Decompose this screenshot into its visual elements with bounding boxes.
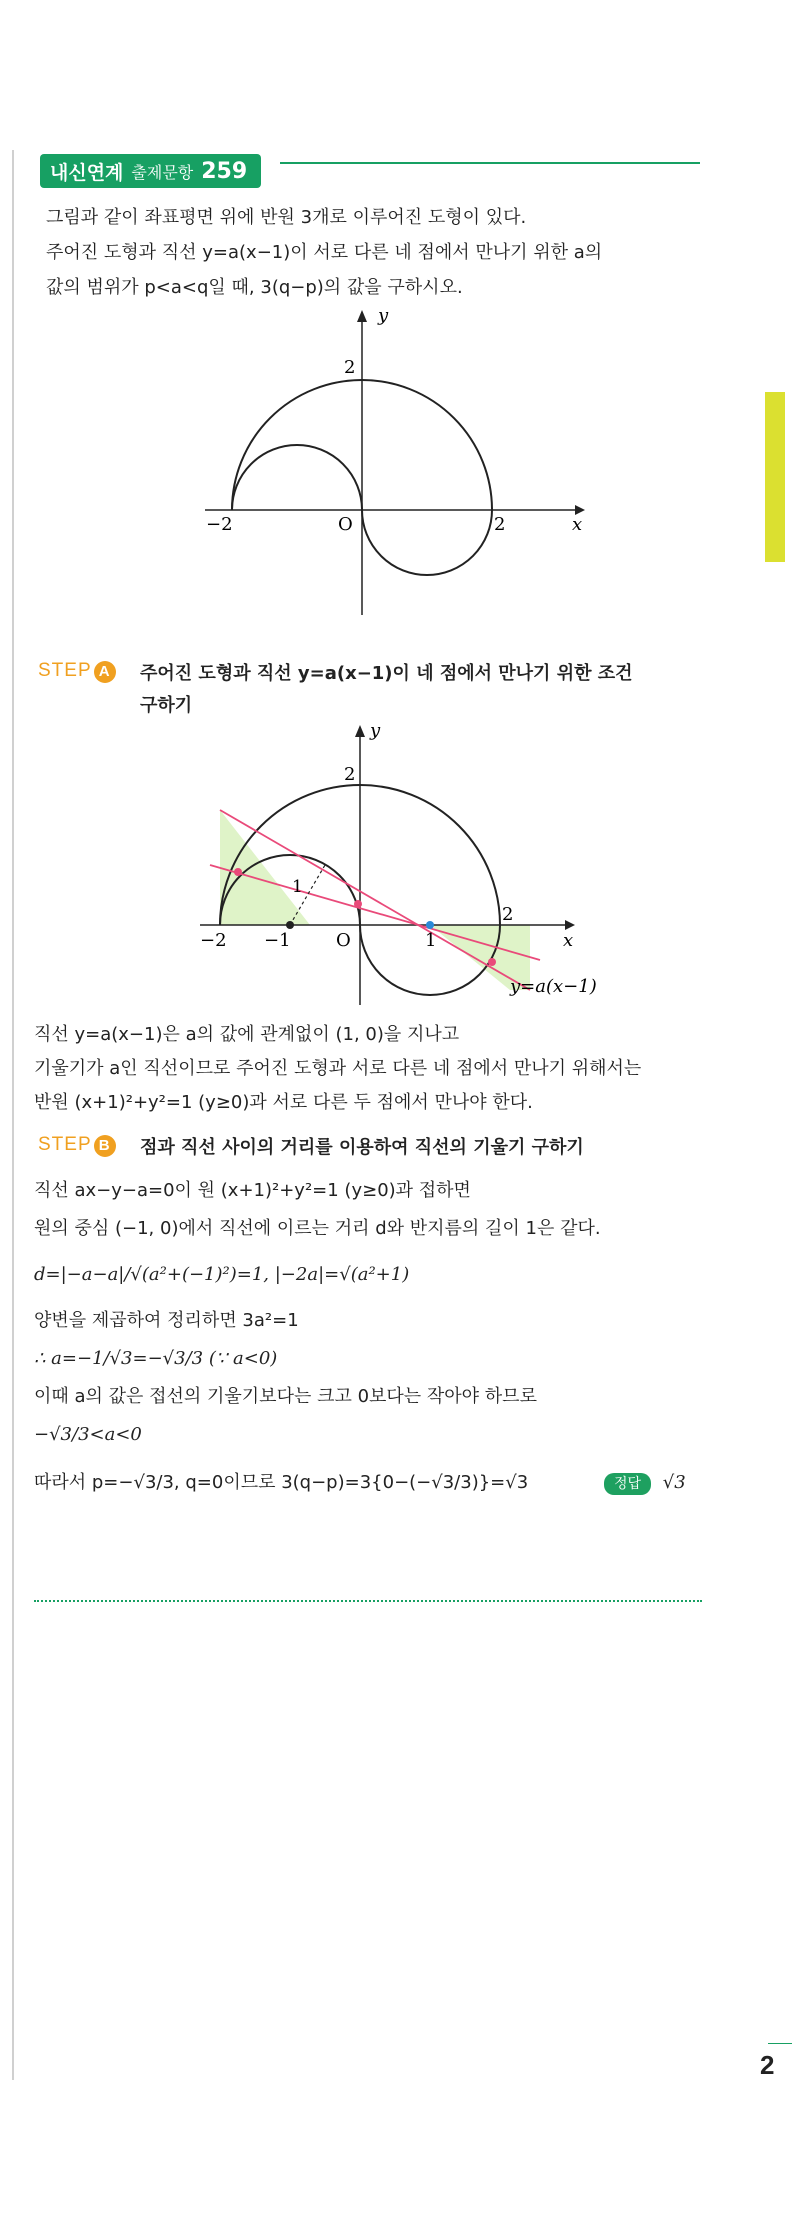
origin-label-2: O — [336, 930, 351, 951]
step-a-body-line2: 기울기가 a인 직선이므로 주어진 도형과 서로 다른 네 점에서 만나기 위해서는 — [34, 1058, 642, 1079]
step-a-letter: A — [94, 661, 116, 683]
intersection-point-1 — [234, 868, 242, 876]
step-a-body-line1: 직선 y=a(x−1)은 a의 값에 관계없이 (1, 0)을 지나고 — [34, 1024, 460, 1045]
tick-neg2: −2 — [206, 514, 233, 535]
x-axis-label-2: x — [563, 930, 574, 951]
problem-line-2: 주어진 도형과 직선 y=a(x−1)이 서로 다른 네 점에서 만나기 위한 a의 — [46, 242, 603, 263]
small-upper-semicircle — [232, 445, 362, 510]
tick-neg1: −1 — [264, 930, 291, 951]
header-badge-sub: 출제문항 — [131, 162, 194, 182]
problem-line-3: 값의 범위가 p<a<q일 때, 3(q−p)의 값을 구하시오. — [46, 277, 463, 298]
origin-label: O — [338, 514, 353, 535]
slope-range: −√3/3<a<0 — [34, 1424, 142, 1445]
tick-1: 1 — [425, 930, 437, 951]
y-axis-label-2: y — [370, 720, 381, 741]
side-index-tab — [765, 392, 785, 562]
tick-y2: 2 — [344, 357, 356, 378]
step-b-body-line4: 양변을 제곱하여 정리하면 3a²=1 — [34, 1310, 299, 1331]
distance-formula: d=|−a−a|/√(a²+(−1)²)=1, |−2a|=√(a²+1) — [34, 1264, 410, 1285]
circle-center — [286, 921, 294, 929]
step-b-title: 점과 직선 사이의 거리를 이용하여 직선의 기울기 구하기 — [140, 1137, 584, 1158]
tick-2-2: 2 — [502, 904, 514, 925]
step-b-word: STEP — [38, 1134, 92, 1155]
y-axis-arrow — [357, 310, 367, 322]
step-a-title — [140, 658, 700, 722]
page-number: 2 — [760, 2050, 775, 2080]
x-axis-label: x — [572, 514, 583, 535]
header-rule — [280, 162, 700, 164]
step-a-title-line1: 주어진 도형과 직선 y=a(x−1)이 네 점에서 만나기 위한 조건 — [140, 663, 633, 684]
step-b-label — [38, 1134, 116, 1157]
radius-label: 1 — [292, 877, 303, 897]
page-number-rule — [768, 2043, 792, 2044]
problem-line-1: 그림과 같이 좌표평면 위에 반원 3개로 이루어진 도형이 있다. — [46, 207, 527, 228]
point-1-0 — [426, 921, 434, 929]
step-a-title-line2: 구하기 — [140, 695, 193, 716]
tick-neg2-2: −2 — [200, 930, 227, 951]
step-a-explanation — [34, 1018, 714, 1120]
tick-2: 2 — [494, 514, 506, 535]
step-a-label — [38, 660, 116, 683]
y-axis-arrow-2 — [355, 725, 365, 737]
step-b-body-line1: 직선 ax−y−a=0이 원 (x+1)²+y²=1 (y≥0)과 접하면 — [34, 1180, 471, 1201]
problem-number: 259 — [201, 158, 248, 184]
small-lower-semicircle — [362, 510, 492, 575]
step-b-explanation — [34, 1172, 714, 1502]
step-b-body-line2: 원의 중심 (−1, 0)에서 직선에 이르는 거리 d와 반지름의 길이 1은 같다. — [34, 1218, 601, 1239]
figure-2 — [180, 720, 660, 1010]
step-b-body-line6: 이때 a의 값은 접선의 기울기보다는 크고 0보다는 작아야 하므로 — [34, 1386, 537, 1407]
intersection-point-3 — [488, 958, 496, 966]
slope-result: ∴ a=−1/√3=−√3/3 (∵ a<0) — [34, 1348, 278, 1369]
step-a-body-line3: 반원 (x+1)²+y²=1 (y≥0)과 서로 다른 두 점에서 만나야 한다. — [34, 1092, 533, 1113]
figure-1 — [180, 305, 600, 620]
x-axis-arrow-2 — [565, 920, 575, 930]
answer-badge: 정답 — [604, 1473, 651, 1495]
problem-statement — [46, 200, 706, 305]
problem-header-badge — [40, 154, 261, 188]
answer-value: √3 — [662, 1472, 686, 1493]
header-badge-label: 내신연계 — [50, 161, 124, 184]
conclusion-text: 따라서 p=−√3/3, q=0이므로 3(q−p)=3{0−(−√3/3)}=√3 — [34, 1472, 529, 1493]
step-a-word: STEP — [38, 660, 92, 681]
bottom-divider — [34, 1600, 702, 1602]
step-b-letter: B — [94, 1135, 116, 1157]
y-axis-label: y — [378, 305, 389, 326]
conclusion-row — [34, 1464, 714, 1502]
intersection-point-2 — [354, 900, 362, 908]
answer-group — [604, 1464, 686, 1502]
line-equation-label: y=a(x−1) — [510, 976, 597, 997]
tick-y2-2: 2 — [344, 764, 356, 785]
page-left-border — [12, 150, 14, 2080]
region-left-green — [220, 810, 310, 925]
